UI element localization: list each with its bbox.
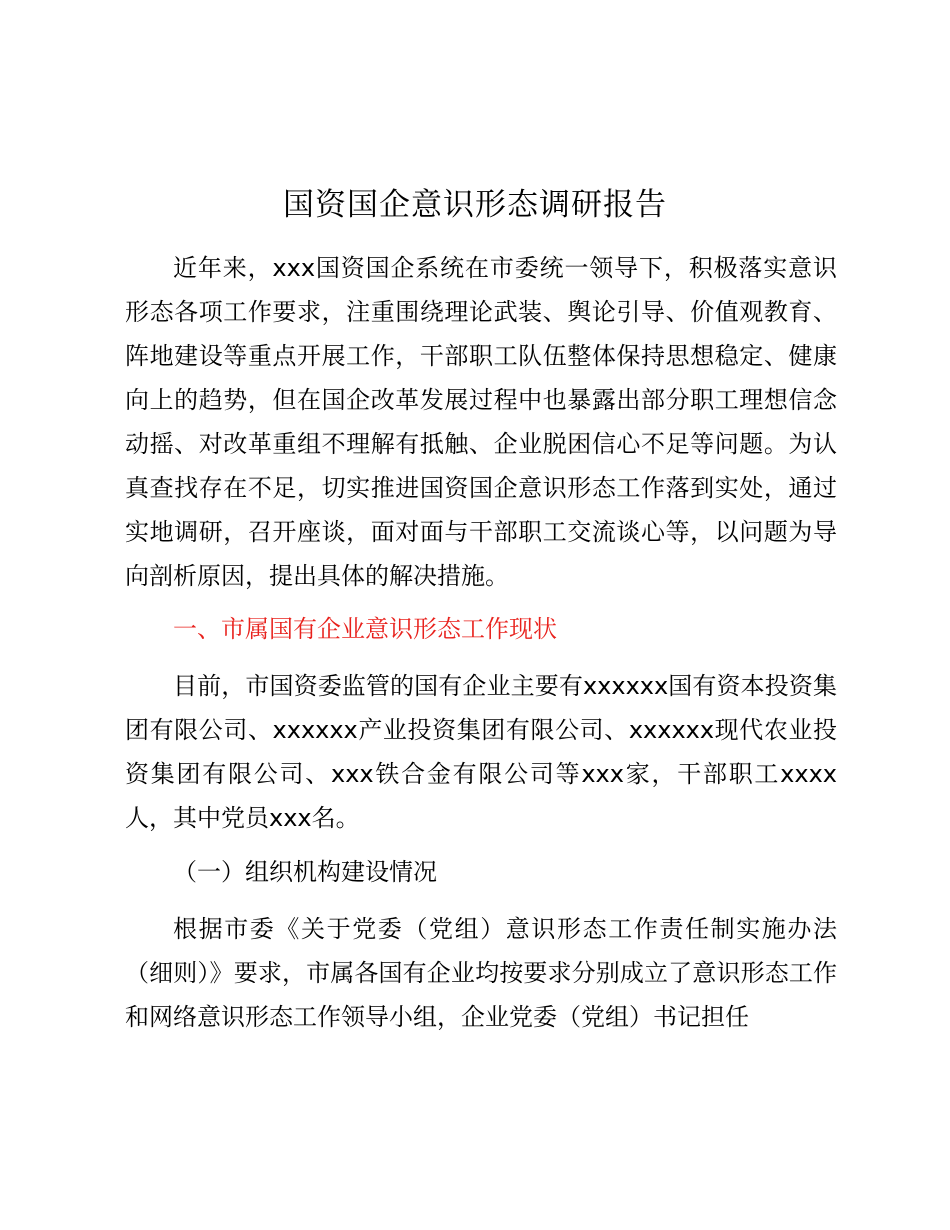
subsection-heading-organization: （一）组织机构建设情况 (173, 858, 437, 886)
document-title: 国资国企意识形态调研报告 (283, 187, 667, 223)
section-heading-status: 一、市属国有企业意识形态工作现状 (173, 615, 557, 643)
organization-paragraph: 根据市委《关于党委（党组）意识形态工作责任制实施办法（细则）》要求，市属各国有企业均按要求分别成立了意识形态工作和网络意识形态工作领导小组，企业党委（党组）书记担任 (125, 915, 837, 1031)
intro-paragraph: 近年来，xxx国资国企系统在市委统一领导下，积极落实意识形态各项工作要求，注重围绕理论武装、舆论引导、价值观教育、阵地建设等重点开展工作，干部职工队伍整体保持思想稳定、健康向上的趋势，但在国企改革发展过程中也暴露出部分职工理想信念动摇、对改革重组不理解有抵触、企业脱困信心不足等问题。为认真查找存在不足，切实推进国资国企意识形态工作落到实处，通过实地调研，召开座谈，面对面与干部职工交流谈心等，以问题为导向剖析原因，提出具体的解决措施。 (125, 254, 837, 590)
status-paragraph: 目前，市国资委监管的国有企业主要有xxxxxx国有资本投资集团有限公司、xxxxxx产业投资集团有限公司、xxxxxx现代农业投资集团有限公司、xxx铁合金有限公司等xxx家，干部职工xxxx人，其中党员xxx名。 (125, 672, 837, 832)
